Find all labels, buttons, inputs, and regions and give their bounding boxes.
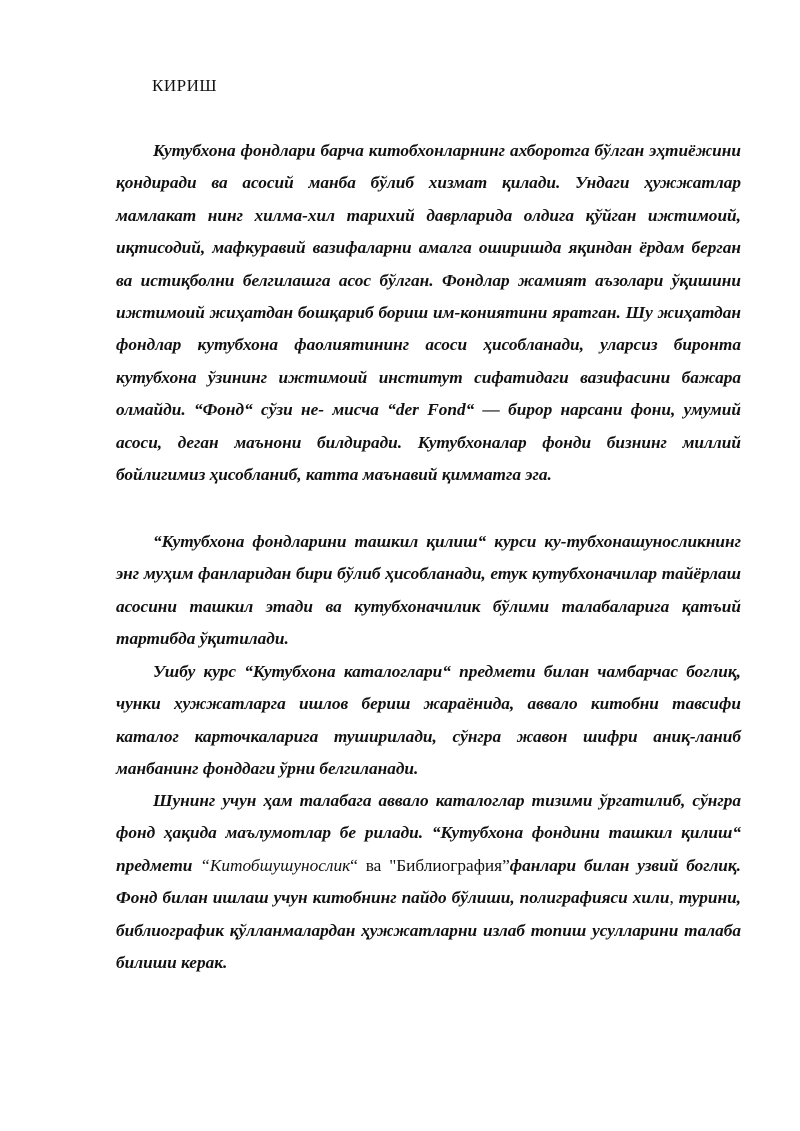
paragraph-4-text-d: фанлари билан узвий боглиқ. Фонд билан ишлаш учун китобнинг пайдо бўлиши, полиграфияси хили	[116, 855, 741, 908]
paragraph-4-text-c: “ ва "Библиография”	[350, 855, 510, 875]
paragraph-4-text-b: “Китобшушунослик	[200, 855, 351, 875]
paragraph-4	[116, 785, 741, 979]
paragraph-1: Кутубхона фондлари барча китобхонларнинг ахборотга бўлган эҳтиёжини қондиради ва асосий манба бўлиб хизмат қилади. Ундаги ҳужжатлар мамлакат нинг хилма-хил тарихий даврларида олдига қўйган ижтимоий, иқтисодий, мафкуравий вазифаларни амалга оширишда яқиндан ёрдам берган ва истиқболни белгилашга асос бўлган. Фондлар жамият аъзолари ўқишини ижтимоий жиҳатдан бошқариб бориш им-кониятини яратган. Шу жиҳатдан фондлар кутубхона фаолиятининг асоси ҳисобланади, уларсиз биронта кутубхона ўзининг ижтимоий институт сифатидаги вазифасини бажара олмайди. “Фонд“ сўзи не- мисча “der Fond“ — бирор нарсани фони, умумий асоси, деган маънони билдиради. Кутубхоналар фонди бизнинг миллий бойлигимиз ҳисобланиб, катта маънавий қимматга эга.	[116, 141, 741, 485]
paragraph-3: Ушбу курс “Кутубхона каталоглари“ предмети билан чамбарчас боглиқ, чунки хужжатларга ишлов бериш жараёнида, аввало китобни тавсифи каталог карточкаларига туширилади, сўнгра жавон шифри аниқ-ланиб манбанинг фонддаги ўрни белгиланади.	[116, 662, 741, 779]
paragraph-4-text-e: ,	[669, 888, 679, 908]
paragraph-2: “Кутубхона фондларини ташкил қилиш“ курси ку-тубхонашуносликнинг энг муҳим фанларидан бири бўлиб ҳисобланади, етук кутубхоначилар тайёрлаш асосини ташкил этади ва кутубхоначилик бўлими талабаларига қатъий тартибда ўқитилади.	[116, 532, 741, 649]
page-heading: КИРИШ	[152, 76, 217, 95]
paragraph-4-text-a: Шунинг учун ҳам талабага аввало каталоглар тизими ўргатилиб, сўнгра фонд ҳақида маълумотлар бе рилади. “Кутубхона фондини ташкил қилиш“ предмети	[116, 791, 741, 875]
paragraph-4-text-f: турини, библиографик қўлланмалардан ҳужжатларни излаб топиш усулларини талаба билиши керак.	[116, 888, 741, 973]
